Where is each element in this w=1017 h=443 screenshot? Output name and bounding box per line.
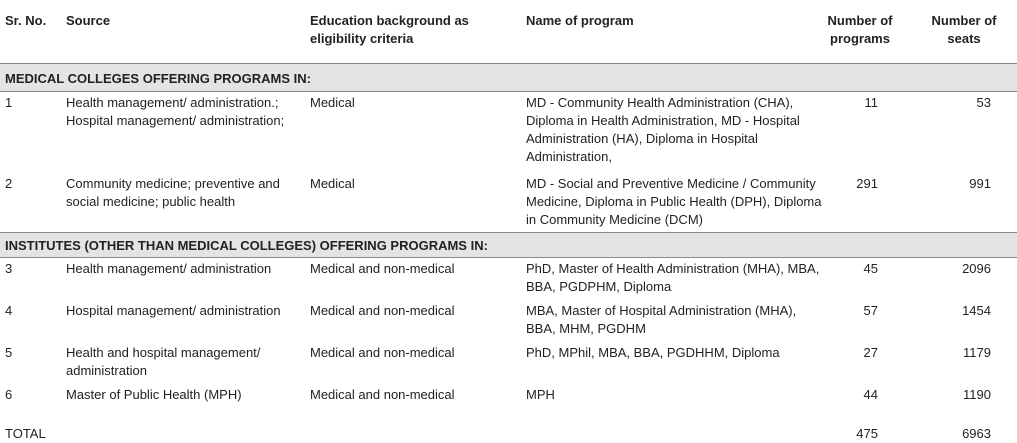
total-seats: 6963 [962,426,991,441]
sr-no: 2 [5,176,13,191]
program-name: MBA, Master of Hospital Administration (MHA), BBA, MHM, PGDHM [526,303,797,336]
sr-no: 5 [5,345,13,360]
education: Medical [310,95,355,110]
num-programs: 45 [863,261,878,276]
program-name: PhD, Master of Health Administration (MHA), MBA, BBA, PGDPHM, Diploma [526,261,820,294]
num-programs: 44 [863,387,878,402]
source: Health management/ administration.; Hospital management/ administration; [66,95,285,128]
source: Master of Public Health (MPH) [66,387,242,402]
divider [0,257,1017,258]
sr-no: 3 [5,261,13,276]
num-seats: 2096 [962,261,991,276]
source: Health management/ administration [66,261,272,276]
total-programs: 475 [856,426,878,441]
program-name: PhD, MPhil, MBA, BBA, PGDHHM, Diploma [526,345,780,360]
num-seats: 1190 [963,387,991,402]
total-label: TOTAL [5,426,46,441]
header-program-name: Name of program [526,13,634,28]
education: Medical and non-medical [310,345,455,360]
sr-no: 6 [5,387,13,402]
header-source: Source [66,13,111,28]
program-name: MD - Community Health Administration (CHA), Diploma in Health Administration, MD - Hospital Administration (HA), Diploma in Hospital Administration, [526,95,800,164]
section-header-institutes: INSTITUTES (OTHER THAN MEDICAL COLLEGES) OFFERING PROGRAMS IN: [0,233,1017,257]
num-programs: 27 [863,345,878,360]
education: Medical and non-medical [310,261,455,276]
header-num-programs: Number of programs [827,13,893,46]
header-num-seats: Number of seats [931,13,997,46]
source: Hospital management/ administration [66,303,281,318]
education: Medical [310,176,355,191]
num-programs: 291 [856,176,878,191]
num-seats: 1454 [962,303,991,318]
sr-no: 4 [5,303,13,318]
program-name: MPH [526,387,555,402]
section-header-medical-colleges: MEDICAL COLLEGES OFFERING PROGRAMS IN: [0,64,1017,91]
header-sr-no: Sr. No. [5,13,47,28]
source: Community medicine; preventive and social medicine; public health [66,176,280,209]
education: Medical and non-medical [310,387,455,402]
num-seats: 1179 [963,345,991,360]
divider [0,91,1017,92]
program-name: MD - Social and Preventive Medicine / Community Medicine, Diploma in Public Health (DPH), Diploma in Community Medicine (DCM) [526,176,822,227]
source: Health and hospital management/ administration [66,345,261,378]
num-seats: 991 [969,176,991,191]
num-programs: 57 [863,303,878,318]
header-education: Education background as eligibility criteria [310,13,469,46]
education: Medical and non-medical [310,303,455,318]
num-programs: 11 [864,95,878,110]
num-seats: 53 [976,95,991,110]
sr-no: 1 [5,95,13,110]
